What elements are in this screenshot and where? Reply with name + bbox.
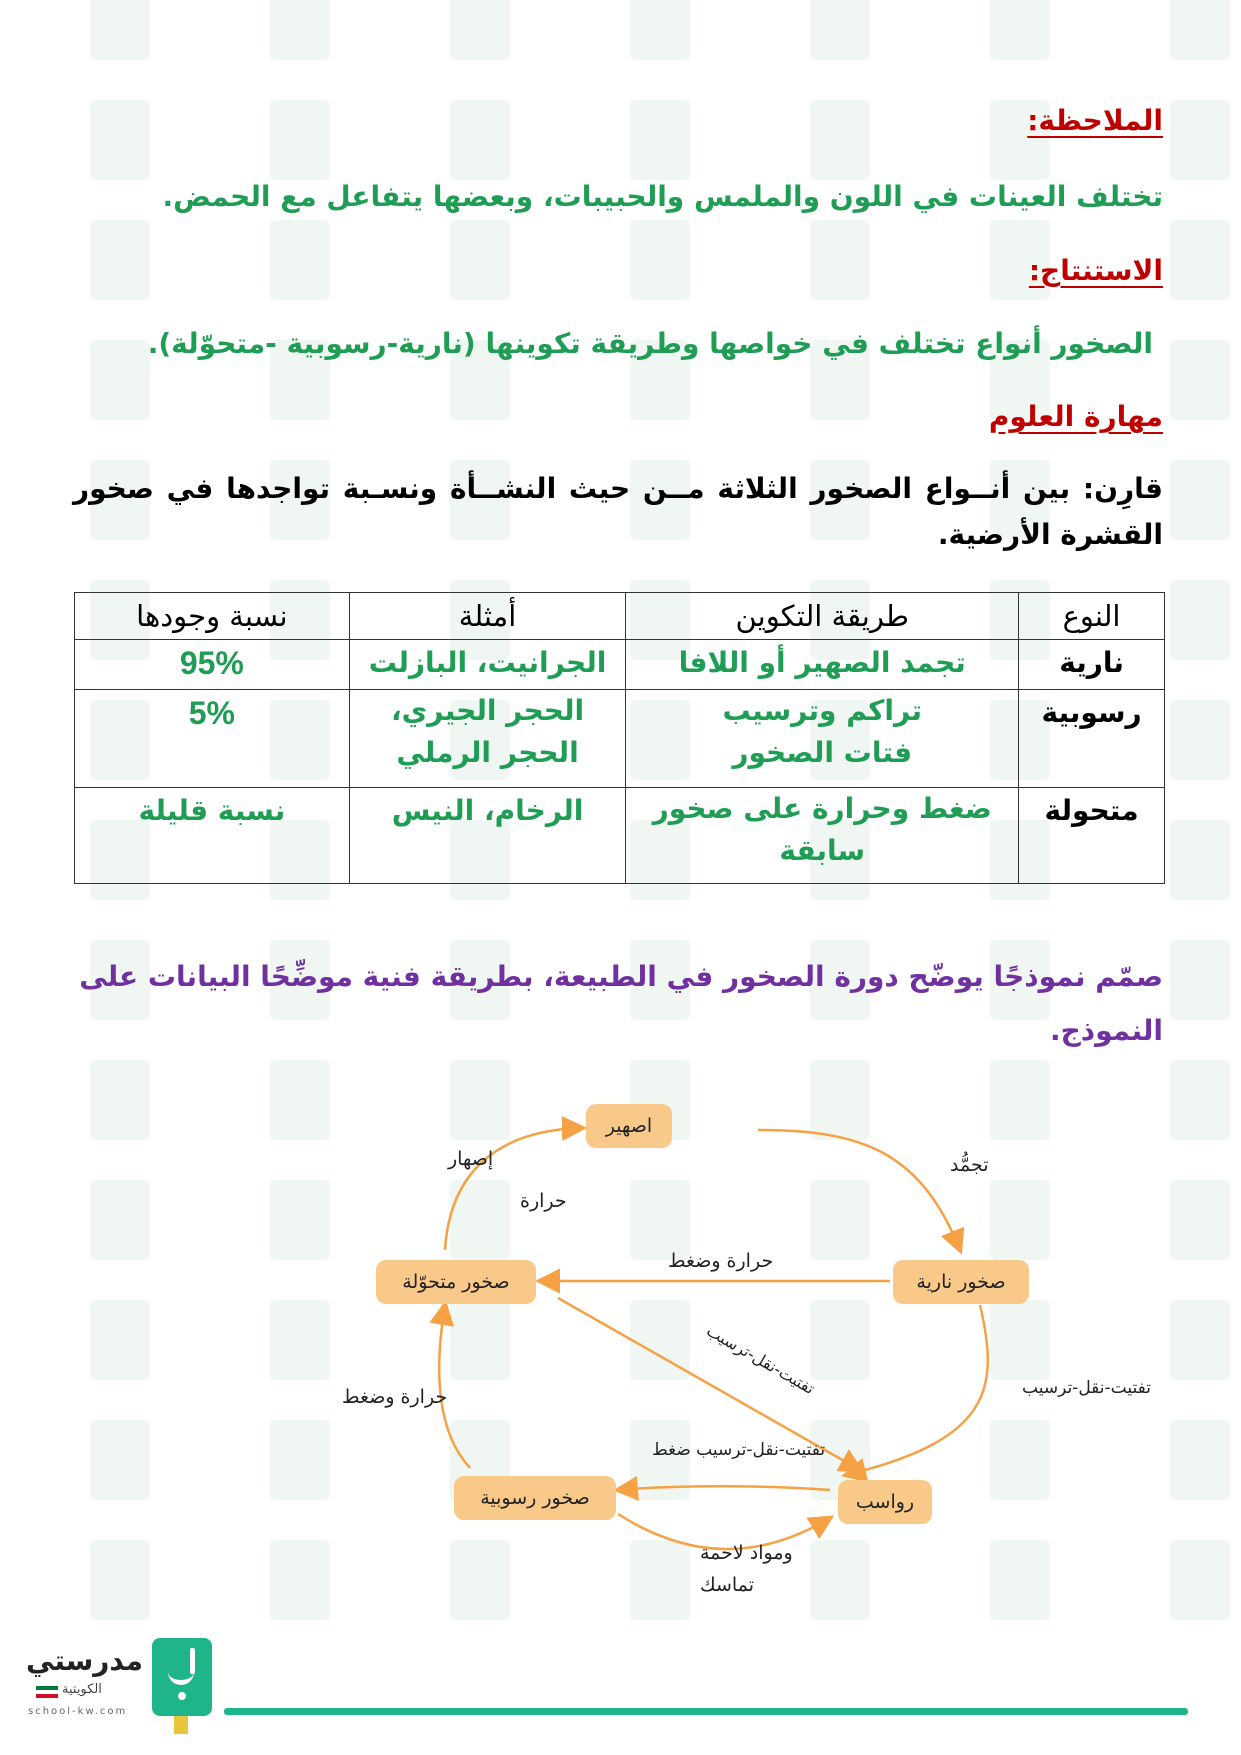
header-formation: طريقة التكوين — [626, 593, 1019, 640]
watermark-tile — [570, 0, 690, 70]
watermark-book-icon — [90, 1420, 150, 1500]
watermark-book-icon — [450, 0, 510, 60]
label-heat-pressure-top: حرارة وضغط — [668, 1250, 774, 1272]
watermark-book-icon — [90, 340, 150, 420]
watermark-book-icon — [1170, 460, 1230, 540]
row-formation: ضغط وحرارة على صخور سابقة — [626, 788, 1019, 884]
rock-comparison-table — [74, 592, 1165, 884]
watermark-tile — [30, 0, 150, 70]
watermark-tile — [30, 220, 150, 310]
label-weathering-diagonal: تفتيت-نقل-ترسيب — [703, 1320, 818, 1399]
row-formation: تراكم وترسيب فتات الصخور — [626, 690, 1019, 788]
rock-cycle-arrows — [300, 1090, 1140, 1610]
design-task-text: صمّم نموذجًا يوضّح دورة الصخور في الطبيعة، بطريقة فنية موضِّحًا البيانات على النموذج. — [79, 960, 1163, 1047]
watermark-book-icon — [450, 220, 510, 300]
watermark-tile — [30, 1180, 150, 1270]
header-examples: أمثلة — [349, 593, 626, 640]
node-igneous: صخور نارية — [893, 1260, 1029, 1304]
label-compaction: تماسك — [700, 1574, 754, 1596]
node-sedimentary: صخور رسوبية — [454, 1476, 616, 1520]
label-weathering-bottom: تفتيت-نقل-ترسيب ضغط — [652, 1440, 826, 1460]
watermark-book-icon — [810, 220, 870, 300]
watermark-tile — [210, 100, 330, 190]
arrow-sediments-to-sedimentary — [618, 1486, 830, 1490]
watermark-book-icon — [90, 1180, 150, 1260]
label-heat: حرارة — [520, 1190, 567, 1212]
watermark-book-icon — [1170, 1060, 1230, 1140]
label-solidification: تجمُّد — [950, 1154, 989, 1176]
watermark-book-icon — [270, 100, 330, 180]
watermark-tile — [210, 0, 330, 70]
watermark-tile — [30, 340, 150, 430]
watermark-book-icon — [630, 220, 690, 300]
watermark-tile — [570, 100, 690, 190]
logo-name: مدرستي — [26, 1644, 143, 1677]
row-type: رسوبية — [1019, 690, 1165, 788]
watermark-book-icon — [630, 100, 690, 180]
row-examples: الرخام، النيس — [349, 788, 626, 884]
watermark-book-icon — [270, 0, 330, 60]
watermark-tile — [750, 220, 870, 310]
watermark-tile — [210, 220, 330, 310]
row-type: متحولة — [1019, 788, 1165, 884]
node-magma: اصهير — [586, 1104, 672, 1148]
watermark-book-icon — [1170, 940, 1230, 1020]
school-logo — [22, 1636, 222, 1736]
row-examples: الحجر الجيري، الحجر الرملي — [349, 690, 626, 788]
watermark-book-icon — [90, 1300, 150, 1380]
logo-book-icon — [152, 1638, 212, 1716]
watermark-book-icon — [990, 0, 1050, 60]
label-weathering-right: تفتيت-نقل-ترسيب — [1022, 1378, 1151, 1398]
footer-line — [224, 1708, 1188, 1715]
table-row — [75, 690, 1165, 788]
logo-url: school-kw.com — [28, 1706, 128, 1717]
watermark-book-icon — [1170, 1420, 1230, 1500]
row-formation: تجمد الصهير أو اللافا — [626, 640, 1019, 690]
row-type: نارية — [1019, 640, 1165, 690]
rock-cycle-diagram — [300, 1090, 1151, 1610]
watermark-book-icon — [90, 100, 150, 180]
watermark-tile — [1110, 0, 1230, 70]
row-percentage: 95% — [75, 640, 350, 690]
watermark-tile — [570, 220, 690, 310]
table-header-row — [75, 593, 1165, 640]
watermark-book-icon — [450, 100, 510, 180]
watermark-tile — [30, 1540, 150, 1630]
label-melting: إصهار — [448, 1148, 494, 1170]
watermark-tile — [30, 1420, 150, 1510]
watermark-book-icon — [1170, 580, 1230, 660]
watermark-tile — [390, 220, 510, 310]
table-row — [75, 788, 1165, 884]
node-metamorphic: صخور متحوّلة — [376, 1260, 536, 1304]
row-percentage: نسبة قليلة — [75, 788, 350, 884]
watermark-tile — [390, 100, 510, 190]
observation-text: تختلف العينات في اللون والملمس والحبيبات، وبعضها يتفاعل مع الحمض. — [162, 180, 1163, 213]
table-row — [75, 640, 1165, 690]
watermark-book-icon — [1170, 340, 1230, 420]
arrow-igneous-to-sediments — [846, 1305, 988, 1475]
row-examples: الجرانيت، البازلت — [349, 640, 626, 690]
watermark-book-icon — [1170, 0, 1230, 60]
watermark-book-icon — [810, 0, 870, 60]
watermark-book-icon — [1170, 1540, 1230, 1620]
row-percentage: 5% — [75, 690, 350, 788]
header-percentage: نسبة وجودها — [75, 593, 350, 640]
watermark-tile — [30, 1060, 150, 1150]
watermark-tile — [30, 100, 150, 190]
watermark-book-icon — [1170, 820, 1230, 900]
watermark-tile — [390, 0, 510, 70]
watermark-book-icon — [1170, 1300, 1230, 1380]
watermark-book-icon — [630, 0, 690, 60]
arrow-magma-to-igneous — [758, 1130, 960, 1250]
watermark-book-icon — [1170, 100, 1230, 180]
watermark-book-icon — [90, 1540, 150, 1620]
label-cement: ومواد لاحمة — [700, 1542, 793, 1564]
watermark-tile — [750, 100, 870, 190]
watermark-book-icon — [1170, 1180, 1230, 1260]
arrow-metamorphic-to-magma — [445, 1128, 582, 1250]
watermark-book-icon — [1170, 700, 1230, 780]
watermark-tile — [930, 0, 1050, 70]
watermark-book-icon — [810, 100, 870, 180]
watermark-tile — [30, 1300, 150, 1390]
watermark-book-icon — [90, 0, 150, 60]
watermark-tile — [750, 0, 870, 70]
conclusion-text: الصخور أنواع تختلف في خواصها وطريقة تكوينها (نارية-رسوبية -متحوّلة). — [147, 327, 1153, 360]
logo-subtitle: الكويتية — [62, 1682, 102, 1697]
label-heat-pressure-left: حرارة وضغط — [342, 1386, 448, 1408]
watermark-book-icon — [1170, 220, 1230, 300]
watermark-book-icon — [90, 1060, 150, 1140]
conclusion-heading: الاستنتاج: — [1028, 254, 1163, 287]
node-sediments: رواسب — [838, 1480, 932, 1524]
skill-heading: مهارة العلوم — [988, 400, 1163, 433]
watermark-book-icon — [90, 220, 150, 300]
skill-question: قارِن: بين أنــواع الصخور الثلاثة مــن حيث النشــأة ونسـبة تواجدها في صخور القشرة الأرضية. — [73, 472, 1163, 551]
header-type: النوع — [1019, 593, 1165, 640]
watermark-book-icon — [270, 220, 330, 300]
kuwait-flag-icon — [36, 1686, 58, 1698]
observation-heading: الملاحظة: — [1027, 104, 1163, 137]
